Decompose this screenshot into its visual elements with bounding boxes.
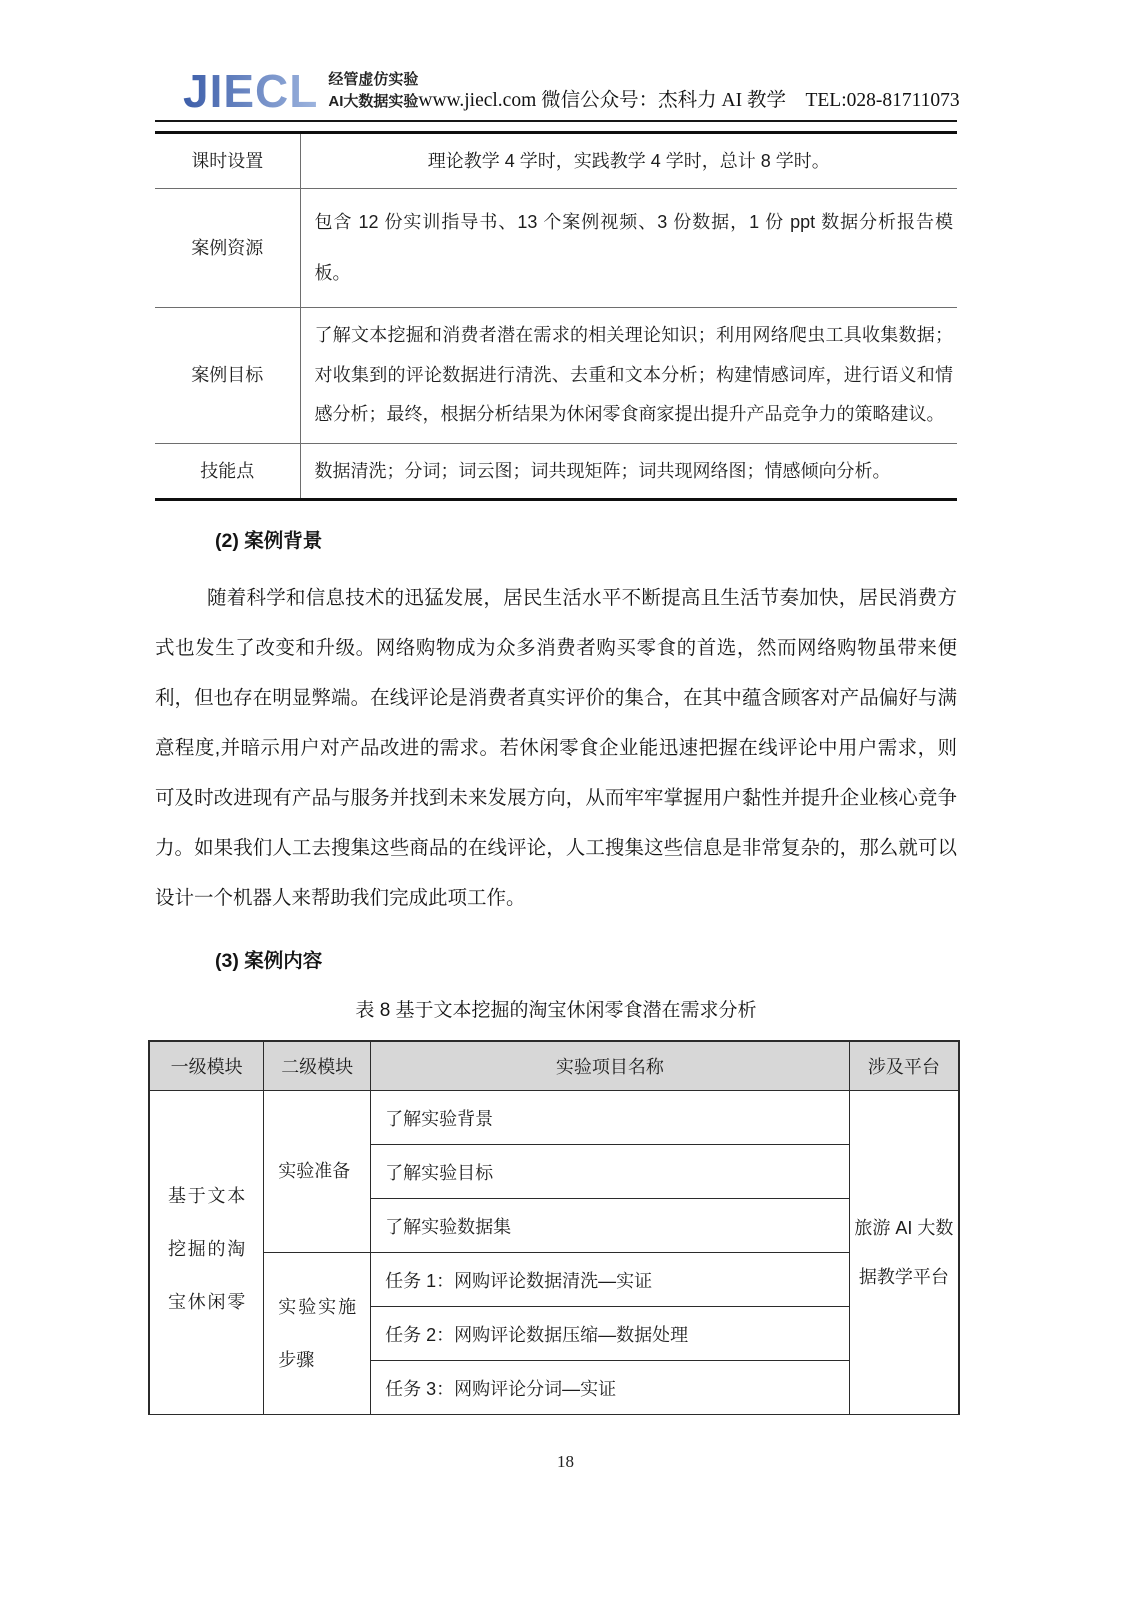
section-heading-content: (3) 案例内容 <box>215 949 323 972</box>
table-row <box>155 443 957 499</box>
section-heading-background: (2) 案例背景 <box>215 529 323 552</box>
logo-wordmark: JIECL <box>183 65 319 117</box>
table-row <box>149 1253 959 1307</box>
table-row <box>155 189 957 308</box>
experiment-modules-table <box>148 1040 960 1416</box>
table8-caption: 表 8 基于文本挖掘的淘宝休闲零食潜在需求分析 <box>355 999 757 1021</box>
platform-cell: 旅游 AI 大数据教学平台 <box>849 1091 959 1415</box>
experiment-item: 任务 3：网购评论分词—实证 <box>371 1361 850 1415</box>
info-row-value: 包含 12 份实训指导书、13 个案例视频、3 份数据，1 份 ppt 数据分析报告模板。 <box>300 189 957 308</box>
info-row-label: 案例目标 <box>155 308 300 444</box>
logo-tagline <box>328 69 418 113</box>
module-level2-cell: 实验准备 <box>264 1091 371 1253</box>
column-header-item: 实验项目名称 <box>371 1041 850 1091</box>
table-row <box>155 308 957 444</box>
info-row-label: 课时设置 <box>155 133 300 189</box>
background-paragraph: 随着科学和信息技术的迅猛发展，居民生活水平不断提高且生活节奏加快，居民消费方式也发生了改变和升级。网络购物成为众多消费者购买零食的首选，然而网络购物虽带来便利，但也存在明显弊端。在线评论是消费者真实评价的集合，在其中蕴含顾客对产品偏好与满意程度,并暗示用户对产品改进的需求。若休闲零食企业能迅速把握在线评论中用户需求，则可及时改进现有产品与服务并找到未来发展方向，从而牢牢掌握用户黏性并提升企业核心竞争力。如果我们人工去搜集这些商品的在线评论，人工搜集这些信息是非常复杂的，那么就可以设计一个机器人来帮助我们完成此项工作。 <box>155 586 957 909</box>
table-header-row <box>149 1041 959 1091</box>
page-header <box>155 0 960 122</box>
module-level2-cell: 实验实施步骤 <box>264 1253 371 1415</box>
page-content <box>155 0 960 1415</box>
info-row-label: 案例资源 <box>155 189 300 308</box>
case-info-table <box>155 131 957 501</box>
column-header-platform: 涉及平台 <box>849 1041 959 1091</box>
info-row-label: 技能点 <box>155 443 300 499</box>
header-contact-info: www.jiecl.com 微信公众号：杰科力 AI 教学 TEL:028-81711073 <box>418 90 960 111</box>
info-row-value: 理论教学 4 学时，实践教学 4 学时，总计 8 学时。 <box>300 133 957 189</box>
experiment-item: 了解实验目标 <box>371 1145 850 1199</box>
table-row <box>155 133 957 189</box>
logo-tagline-line2: AI大数据实验 <box>328 93 419 110</box>
company-logo <box>183 65 419 117</box>
info-row-value: 数据清洗；分词；词云图；词共现矩阵；词共现网络图；情感倾向分析。 <box>314 460 891 481</box>
experiment-item: 了解实验数据集 <box>371 1199 850 1253</box>
page-number: 18 <box>557 1452 574 1471</box>
info-row-value: 了解文本挖掘和消费者潜在需求的相关理论知识；利用网络爬虫工具收集数据；对收集到的评论数据进行清洗、去重和文本分析；构建情感词库，进行语义和情感分析；最终，根据分析结果为休闲零食商家提出提升产品竞争力的策略建议。 <box>300 308 957 444</box>
experiment-item: 任务 1：网购评论数据清洗—实证 <box>371 1253 850 1307</box>
experiment-item: 了解实验背景 <box>371 1091 850 1145</box>
table-row <box>149 1091 959 1145</box>
logo-tagline-line1: 经管虚仿实验 <box>328 71 419 89</box>
column-header-module2: 二级模块 <box>264 1041 371 1091</box>
column-header-module1: 一级模块 <box>149 1041 264 1091</box>
experiment-item: 任务 2：网购评论数据压缩—数据处理 <box>371 1307 850 1361</box>
module-level1-cell: 基于文本挖掘的淘宝休闲零 <box>149 1091 264 1415</box>
